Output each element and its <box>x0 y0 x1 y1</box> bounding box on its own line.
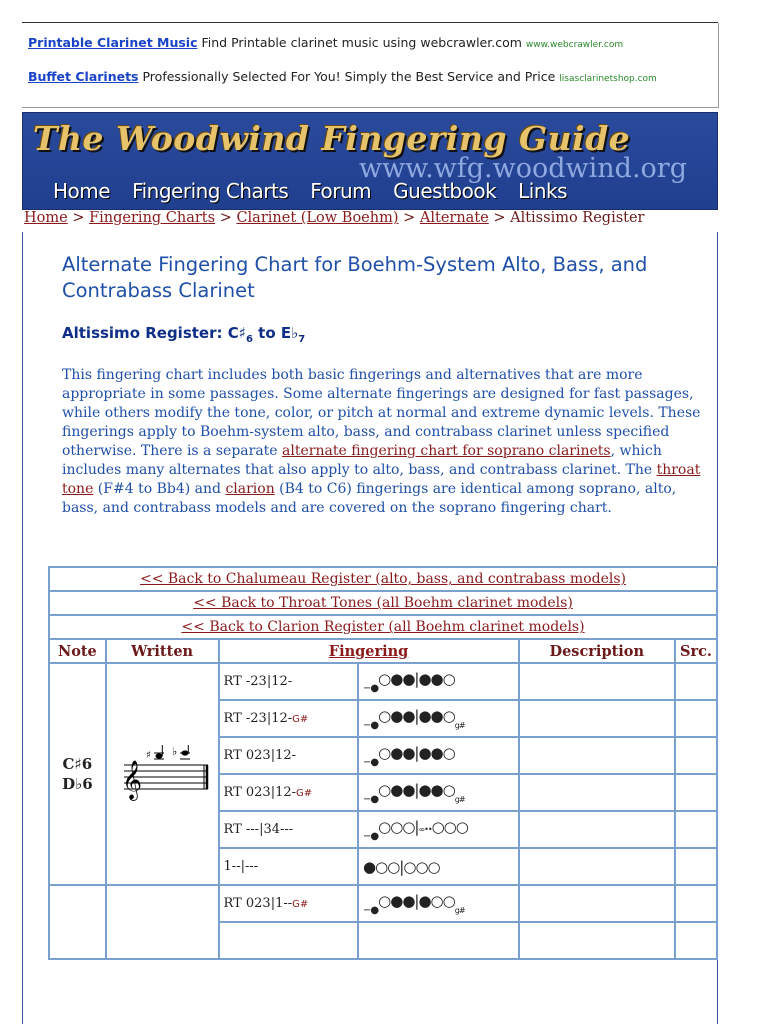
tone-holes: ○●●|●●○ <box>378 780 455 799</box>
nav-fingering-charts[interactable]: Fingering Charts <box>132 179 289 203</box>
header-note: Note <box>49 639 106 663</box>
nav-links[interactable]: Links <box>518 179 568 203</box>
ad-row <box>28 69 657 84</box>
fingering-diagram-cell <box>358 848 519 885</box>
thumb-keys: −● <box>363 719 379 731</box>
fingering-code: RT 023|12- <box>223 748 297 763</box>
flat-symbol: ♭ <box>291 324 299 342</box>
breadcrumb-fingering-charts[interactable]: Fingering Charts <box>89 210 216 226</box>
header-description: Description <box>519 639 675 663</box>
octave-number: 6 <box>245 334 253 345</box>
intro-paragraph <box>62 366 714 518</box>
intro-text: This fingering chart includes both basic fingerings and alternatives that are more appropriate in some passages. Some alternate fingerings are designed for fast passages, while others modify the tone, color, or pitch at normal and extreme dynamic levels. These fingerings apply to Boehm-system alto, bass, and contrabass clarinet unless specified otherwise. There is a separate <box>62 367 701 459</box>
fingering-diagram-cell <box>358 774 519 811</box>
fingering-code-cell <box>219 663 359 700</box>
table-header-row <box>49 639 717 663</box>
breadcrumb-alternate[interactable]: Alternate <box>419 210 489 226</box>
description-cell <box>519 811 675 848</box>
subtitle-text: to E <box>252 324 292 342</box>
thumb-keys: −● <box>363 793 379 805</box>
fingering-code-cell <box>219 737 359 774</box>
source-cell <box>675 885 717 922</box>
table-row <box>49 885 717 922</box>
g-sharp-key-icon: g# <box>454 720 465 730</box>
intro-text: (B4 to C6) fingerings are identical among soprano, alto, bass, and contrabass models and are covered on the soprano fingering chart. <box>62 481 677 516</box>
link-soprano-alternate-chart[interactable]: alternate fingering chart for soprano clarinets <box>282 443 611 459</box>
nav-home[interactable]: Home <box>53 179 111 203</box>
thumb-keys: −● <box>363 830 379 842</box>
header-fingering-cell <box>219 639 519 663</box>
thumb-keys: −● <box>363 756 379 768</box>
fingering-diagram-cell <box>358 922 519 959</box>
tone-holes: ○●●|●●○ <box>378 669 455 688</box>
nav-forum[interactable]: Forum <box>310 179 372 203</box>
description-cell <box>519 922 675 959</box>
breadcrumb-clarinet-low-boehm[interactable]: Clarinet (Low Boehm) <box>236 210 399 226</box>
page-title: Alternate Fingering Chart for Boehm-System Alto, Bass, and Contrabass Clarinet <box>62 253 648 302</box>
g-sharp-key-icon: g# <box>454 905 465 915</box>
ad-url[interactable]: www.webcrawler.com <box>525 40 624 50</box>
key-suffix: G# <box>296 788 313 799</box>
site-url: www.wfg.woodwind.org <box>358 153 687 184</box>
g-sharp-key-icon: g# <box>454 794 465 804</box>
fingering-diagram-cell <box>358 737 519 774</box>
ad-text: Professionally Selected For You! Simply the Best Service and Price <box>142 69 556 84</box>
fingering-code: RT ---|34--- <box>223 822 294 837</box>
back-chalumeau-link[interactable]: << Back to Chalumeau Register (alto, bass, and contrabass models) <box>139 571 627 587</box>
intro-text: , which includes many alternates that also apply to alto, bass, and contrabass clarinet. The <box>62 443 662 478</box>
source-cell <box>675 811 717 848</box>
treble-staff-icon <box>114 745 210 803</box>
svg-text:♯: ♯ <box>146 750 151 761</box>
description-cell <box>519 774 675 811</box>
header-src: Src. <box>675 639 717 663</box>
breadcrumb-separator: > <box>403 210 416 226</box>
header-fingering-link[interactable]: Fingering <box>328 642 409 660</box>
main-nav <box>53 179 567 203</box>
trill-keys-icon: ∞•• <box>418 824 432 834</box>
intro-text: (F#4 to Bb4) and <box>93 481 226 497</box>
back-link-cell <box>49 615 717 639</box>
note-cell <box>49 885 106 959</box>
description-cell <box>519 885 675 922</box>
written-cell <box>106 663 219 885</box>
link-throat-tone[interactable]: throat tone <box>62 462 701 497</box>
key-suffix: G# <box>292 899 309 910</box>
tone-holes: ●○○|○○○ <box>363 857 440 876</box>
ad-link-buffet-clarinets[interactable]: Buffet Clarinets <box>28 69 139 84</box>
breadcrumb-separator: > <box>219 210 232 226</box>
fingering-code-cell <box>219 811 359 848</box>
tone-holes: ○●●|●○○ <box>378 891 455 910</box>
ad-text: Find Printable clarinet music using webcrawler.com <box>201 35 522 50</box>
site-logo-title[interactable]: The Woodwind Fingering Guide <box>33 119 631 158</box>
table-row <box>49 663 717 700</box>
fingering-diagram-cell <box>358 885 519 922</box>
fingering-code: RT -23|12- <box>223 711 293 726</box>
fingering-code-cell <box>219 774 359 811</box>
description-cell <box>519 663 675 700</box>
written-cell <box>106 885 219 959</box>
ad-url[interactable]: lisasclarinetshop.com <box>559 74 657 84</box>
ad-row <box>28 35 623 50</box>
ad-block <box>22 22 718 107</box>
note-name: C♯6 <box>62 755 93 773</box>
note-cell <box>49 663 106 885</box>
key-suffix: G# <box>292 714 309 725</box>
music-staff-image <box>114 745 210 803</box>
fingering-table <box>48 566 718 960</box>
breadcrumb <box>24 210 645 226</box>
back-link-cell <box>49 591 717 615</box>
source-cell <box>675 737 717 774</box>
tone-holes: ○○○| <box>378 817 419 836</box>
tone-holes: ○●●|●●○ <box>378 706 455 725</box>
tone-holes: ○●●|●●○ <box>378 743 455 762</box>
nav-guestbook[interactable]: Guestbook <box>393 179 497 203</box>
thumb-keys: −● <box>363 682 379 694</box>
sharp-symbol: ♯ <box>238 324 246 342</box>
site-banner <box>22 112 718 210</box>
header-written: Written <box>106 639 219 663</box>
fingering-code-cell <box>219 848 359 885</box>
subtitle-text: Altissimo Register: C <box>62 324 239 342</box>
fingering-code-cell <box>219 885 359 922</box>
description-cell <box>519 848 675 885</box>
fingering-code-cell <box>219 700 359 737</box>
fingering-diagram-cell <box>358 700 519 737</box>
description-cell <box>519 700 675 737</box>
tone-holes: ○○○ <box>431 817 468 836</box>
svg-text:♭: ♭ <box>172 745 178 758</box>
octave-number: 7 <box>298 334 306 345</box>
back-clarion-link[interactable]: << Back to Clarion Register (all Boehm clarinet models) <box>181 619 585 635</box>
description-cell <box>519 737 675 774</box>
back-throat-tones-link[interactable]: << Back to Throat Tones (all Boehm clarinet models) <box>193 595 573 611</box>
back-link-cell <box>49 567 717 591</box>
fingering-code: RT 023|1-- <box>223 896 293 911</box>
source-cell <box>675 922 717 959</box>
page-subtitle <box>62 324 305 345</box>
table-row <box>49 615 717 639</box>
source-cell <box>675 774 717 811</box>
table-row <box>49 567 717 591</box>
table-row <box>49 591 717 615</box>
link-clarion[interactable]: clarion <box>225 481 275 497</box>
fingering-code: 1--|--- <box>223 859 259 874</box>
breadcrumb-home[interactable]: Home <box>24 210 68 226</box>
note-name: D♭6 <box>62 775 93 793</box>
svg-text:𝄞: 𝄞 <box>122 760 143 800</box>
fingering-diagram-cell <box>358 811 519 848</box>
breadcrumb-separator: > <box>72 210 85 226</box>
breadcrumb-separator: > <box>493 210 506 226</box>
source-cell <box>675 700 717 737</box>
ad-link-printable-music[interactable]: Printable Clarinet Music <box>28 35 198 50</box>
thumb-keys: −● <box>363 904 379 916</box>
source-cell <box>675 848 717 885</box>
fingering-diagram-cell <box>358 663 519 700</box>
fingering-code: RT -23|12- <box>223 674 293 689</box>
source-cell <box>675 663 717 700</box>
fingering-code: RT 023|12- <box>223 785 297 800</box>
fingering-code-cell <box>219 922 359 959</box>
breadcrumb-current: Altissimo Register <box>510 210 645 226</box>
